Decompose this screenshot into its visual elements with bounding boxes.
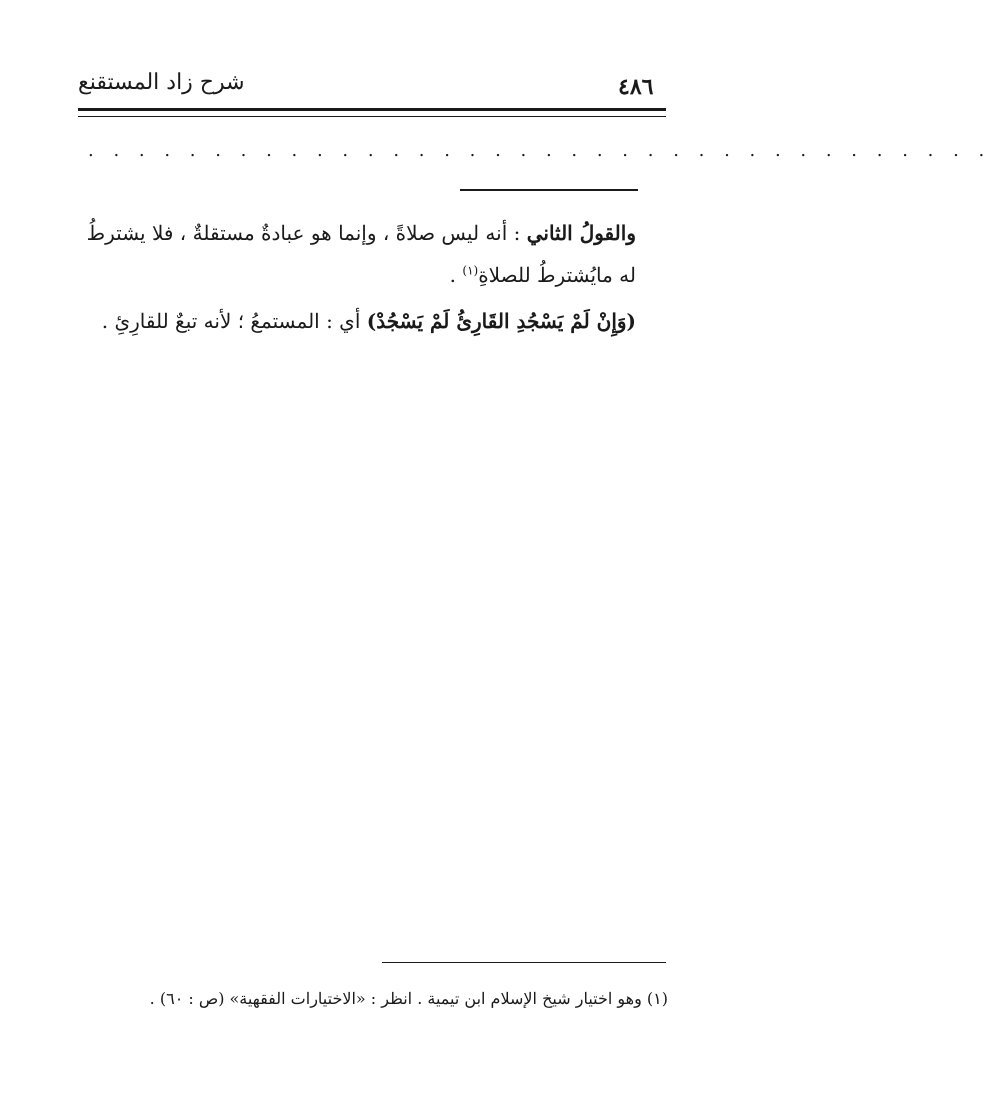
paragraph-second-opinion	[76, 212, 636, 296]
running-header-title: شرح زاد المستقنع	[78, 70, 245, 95]
footnote: (١) وهو اختيار شيخ الإسلام ابن تيمية . انظر : «الاختيارات الفقهية» (ص : ٦٠) .	[149, 989, 668, 1008]
section-divider	[460, 189, 638, 191]
paragraph-text: أي : المستمعُ ؛ لأنه تبعٌ للقارِئِ .	[101, 309, 367, 333]
paragraph-end: .	[449, 263, 463, 287]
footnote-separator	[382, 962, 666, 963]
omission-dots: . . . . . . . . . . . . . . . . . . . . . . . . . . . . . . . . . . . .	[88, 140, 991, 161]
paragraph-text: : أنه ليس صلاةً ، وإنما هو عبادةٌ مستقلةٌ ، فلا يشترطُ له مايُشترطُ للصلاةِ	[86, 221, 636, 287]
page-number: ٤٨٦	[618, 74, 654, 100]
header-rule-thin	[78, 116, 666, 117]
matn-quote: (وَإِنْ لَمْ يَسْجُدِ القَارِئُ لَمْ يَسْجُدْ)	[366, 309, 636, 333]
footnote-marker: (١)	[462, 263, 479, 278]
main-text	[76, 212, 636, 342]
paragraph-lead: والقولُ الثاني	[526, 221, 636, 245]
header-rule-thick	[78, 108, 666, 111]
paragraph-listener	[76, 300, 636, 342]
